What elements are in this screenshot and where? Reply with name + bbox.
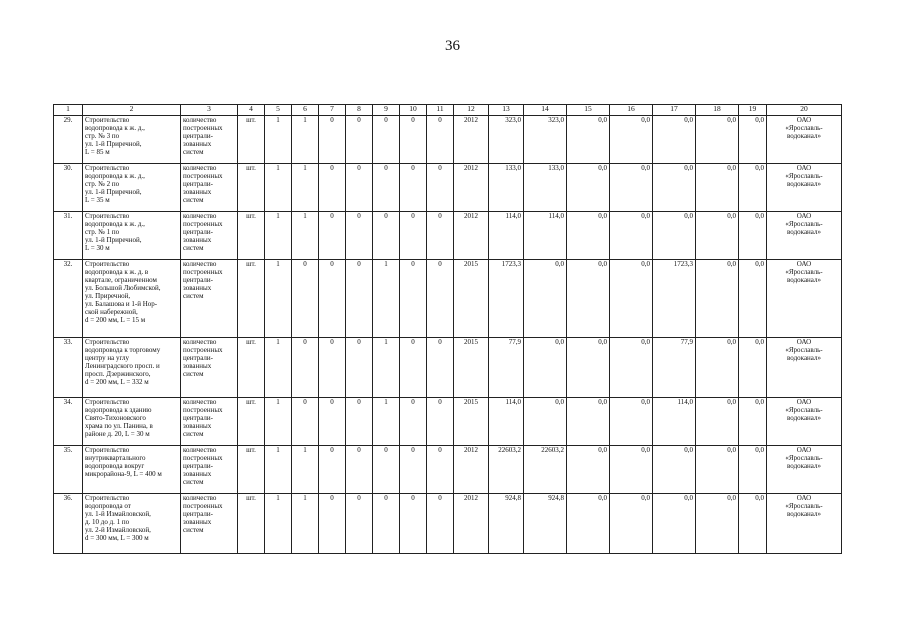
table-cell: 0 [400,116,427,164]
table-cell: 0,0 [524,398,567,446]
table-cell: 114,0 [489,212,524,260]
table-cell: ОАО «Ярославль- водоканал» [767,446,842,494]
table-cell: 1 [265,446,292,494]
table-cell: 0,0 [739,260,767,338]
table-cell: 0 [427,446,454,494]
table-cell: 0 [427,260,454,338]
table-cell: 0,0 [524,260,567,338]
table-cell: 0 [400,212,427,260]
object-name-cell: Строительство водопровода к ж. д. в квартале, ограниченном ул. Большой Любимской, ул. Приречной, ул. Балашова и 1-й Нор- ской набережной, d = 200 мм, L = 15 м [83,260,181,338]
table-cell: 2015 [454,260,489,338]
table-cell: 0 [292,338,319,398]
table-cell: 1 [265,398,292,446]
table-row [54,260,842,338]
table-cell: 323,0 [489,116,524,164]
table-cell: 1 [265,164,292,212]
table-cell: 77,9 [653,338,696,398]
table-cell: 0,0 [567,446,610,494]
table-cell: 0,0 [653,212,696,260]
row-number-cell: 33. [54,338,83,398]
table-cell: 0,0 [567,116,610,164]
table-cell: 1 [292,212,319,260]
header-cell: 5 [265,105,292,116]
table-cell: 924,8 [524,494,567,554]
table-cell: 0,0 [567,494,610,554]
table-cell: 0,0 [696,164,739,212]
table-cell: 1 [265,212,292,260]
table-cell: 133,0 [489,164,524,212]
header-cell: 14 [524,105,567,116]
table-cell: количество построенных централи- зованных систем [181,116,238,164]
table-cell: 0,0 [696,260,739,338]
header-cell: 13 [489,105,524,116]
table-cell: 0,0 [696,494,739,554]
table-cell: 0,0 [653,446,696,494]
table-cell: 0,0 [610,116,653,164]
table-cell: 0 [400,446,427,494]
table-cell: 0,0 [610,446,653,494]
table-cell: 1 [292,116,319,164]
table-cell: 0,0 [610,494,653,554]
table-cell: 924,8 [489,494,524,554]
table-row [54,398,842,446]
table-cell: 0,0 [696,338,739,398]
table-cell: 1 [292,164,319,212]
table-cell: 1 [373,260,400,338]
table-cell: 0,0 [739,338,767,398]
table-cell: 2012 [454,494,489,554]
table-cell: 0,0 [567,212,610,260]
table-cell: ОАО «Ярославль- водоканал» [767,164,842,212]
table-cell: 2012 [454,212,489,260]
table-cell: 0,0 [653,116,696,164]
header-cell: 4 [238,105,265,116]
header-cell: 15 [567,105,610,116]
table-cell: 0,0 [653,494,696,554]
row-number-cell: 32. [54,260,83,338]
table-cell: шт. [238,260,265,338]
table-cell: 0 [400,494,427,554]
table-cell: 0 [373,212,400,260]
table-cell: 0 [319,164,346,212]
table-cell: 0 [346,398,373,446]
table-cell: 2015 [454,398,489,446]
table-cell: 1 [265,116,292,164]
table-cell: количество построенных централи- зованных систем [181,212,238,260]
header-cell: 6 [292,105,319,116]
table-cell: 0 [346,446,373,494]
table-cell: 0,0 [739,446,767,494]
header-cell: 17 [653,105,696,116]
table-cell: шт. [238,446,265,494]
table-cell: 0 [427,494,454,554]
table-row [54,446,842,494]
table-cell: шт. [238,164,265,212]
table-cell: 0,0 [739,116,767,164]
table-cell: 0 [373,116,400,164]
table-cell: 1723,3 [653,260,696,338]
table-cell: 0 [400,164,427,212]
table-cell: 0 [400,398,427,446]
table-cell: 0,0 [610,338,653,398]
table-cell: 0,0 [653,164,696,212]
table-cell: 133,0 [524,164,567,212]
table-cell: 0,0 [696,446,739,494]
table-cell: 22603,2 [524,446,567,494]
row-number-cell: 31. [54,212,83,260]
table-cell: 0 [427,398,454,446]
table-row [54,212,842,260]
table-cell: ОАО «Ярославль- водоканал» [767,260,842,338]
table-cell: 0 [292,398,319,446]
table-cell: 0 [373,494,400,554]
table-cell: 0 [346,260,373,338]
table-cell: ОАО «Ярославль- водоканал» [767,116,842,164]
table-cell: 0 [427,338,454,398]
table-cell: 22603,2 [489,446,524,494]
table-cell: 114,0 [489,398,524,446]
object-name-cell: Строительство водопровода к торговому центру на углу Ленинградского просп. и просп. Дзержинского, d = 200 мм, L = 332 м [83,338,181,398]
table-cell: ОАО «Ярославль- водоканал» [767,212,842,260]
table-row [54,338,842,398]
table-cell: 0 [400,260,427,338]
table-cell: 0 [373,446,400,494]
table-cell: 0 [427,212,454,260]
table-cell: количество построенных централи- зованных систем [181,338,238,398]
table-cell: 1 [292,446,319,494]
table-cell: шт. [238,494,265,554]
table-cell: 0,0 [610,164,653,212]
table-cell: 0 [319,212,346,260]
row-number-cell: 36. [54,494,83,554]
table-cell: количество построенных централи- зованных систем [181,494,238,554]
table-cell: 1723,3 [489,260,524,338]
table-cell: 0 [346,164,373,212]
header-cell: 3 [181,105,238,116]
header-cell: 12 [454,105,489,116]
table-cell: 114,0 [524,212,567,260]
table-cell: количество построенных централи- зованных систем [181,260,238,338]
table-cell: 0 [427,164,454,212]
row-number-cell: 35. [54,446,83,494]
table-cell: 0 [319,116,346,164]
row-number-cell: 30. [54,164,83,212]
table-row [54,494,842,554]
table-cell: 323,0 [524,116,567,164]
table-cell: 77,9 [489,338,524,398]
table-cell: 0,0 [739,398,767,446]
program-table [53,104,842,554]
table-cell: 114,0 [653,398,696,446]
table-row [54,116,842,164]
header-cell: 10 [400,105,427,116]
table-cell: 0 [319,260,346,338]
table-cell: 0,0 [567,398,610,446]
header-cell: 1 [54,105,83,116]
table-cell: 0 [346,212,373,260]
table-cell: 0 [427,116,454,164]
table-cell: 1 [373,398,400,446]
table-cell: 0,0 [739,164,767,212]
table-cell: 0 [292,260,319,338]
header-cell: 2 [83,105,181,116]
table-cell: 1 [265,260,292,338]
table-cell: ОАО «Ярославль- водоканал» [767,494,842,554]
table-cell: 0,0 [696,116,739,164]
table-cell: 0 [319,494,346,554]
table-cell: шт. [238,398,265,446]
table-cell: 0 [373,164,400,212]
object-name-cell: Строительство водопровода к ж. д., стр. № 2 по ул. 1-й Приречной, L = 35 м [83,164,181,212]
table-cell: 0 [319,338,346,398]
table-cell: 2015 [454,338,489,398]
object-name-cell: Строительство водопровода к ж. д., стр. № 3 по ул. 1-й Приречной, L = 85 м [83,116,181,164]
object-name-cell: Строительство водопровода от ул. 1-й Измайловской, д. 10 до д. 1 по ул. 2-й Измайловской, d = 300 мм, L = 300 м [83,494,181,554]
table-cell: 1 [292,494,319,554]
table-cell: количество построенных централи- зованных систем [181,398,238,446]
table-cell: 0,0 [696,212,739,260]
table-cell: 0 [346,116,373,164]
table-cell: 2012 [454,446,489,494]
object-name-cell: Строительство водопровода к ж. д., стр. № 1 по ул. 1-й Приречной, L = 30 м [83,212,181,260]
page-number: 36 [445,38,460,54]
header-cell: 19 [739,105,767,116]
table-cell: ОАО «Ярославль- водоканал» [767,338,842,398]
table-cell: 1 [265,494,292,554]
table-cell: 0 [319,446,346,494]
table-row [54,164,842,212]
table-cell: 0 [346,494,373,554]
table-body [54,105,842,554]
table-cell: количество построенных централи- зованных систем [181,446,238,494]
table-cell: 0 [319,398,346,446]
table-cell: 0,0 [739,494,767,554]
table-cell: 0,0 [567,338,610,398]
table-cell: 0,0 [567,164,610,212]
table-cell: шт. [238,338,265,398]
table-cell: 2012 [454,164,489,212]
table-cell: шт. [238,116,265,164]
table-cell: 1 [265,338,292,398]
table-cell: 2012 [454,116,489,164]
row-number-cell: 29. [54,116,83,164]
table-cell: 0,0 [610,212,653,260]
table-cell: 1 [373,338,400,398]
table-cell: 0 [346,338,373,398]
header-cell: 20 [767,105,842,116]
table-cell: количество построенных централи- зованных систем [181,164,238,212]
table-cell: 0,0 [610,260,653,338]
header-row [54,105,842,116]
table-cell: ОАО «Ярославль- водоканал» [767,398,842,446]
table-cell: 0,0 [610,398,653,446]
table-cell: 0 [400,338,427,398]
header-cell: 18 [696,105,739,116]
header-cell: 8 [346,105,373,116]
header-cell: 16 [610,105,653,116]
table-cell: 0,0 [524,338,567,398]
row-number-cell: 34. [54,398,83,446]
table-cell: 0,0 [567,260,610,338]
header-cell: 11 [427,105,454,116]
table-cell: шт. [238,212,265,260]
header-cell: 7 [319,105,346,116]
object-name-cell: Строительство внутриквартального водопровода вокруг микрорайона-9, L = 400 м [83,446,181,494]
object-name-cell: Строительство водопровода к зданию Свято-Тихоновского храма по ул. Панина, в районе д. 20, L = 30 м [83,398,181,446]
header-cell: 9 [373,105,400,116]
table-cell: 0,0 [696,398,739,446]
table-cell: 0,0 [739,212,767,260]
